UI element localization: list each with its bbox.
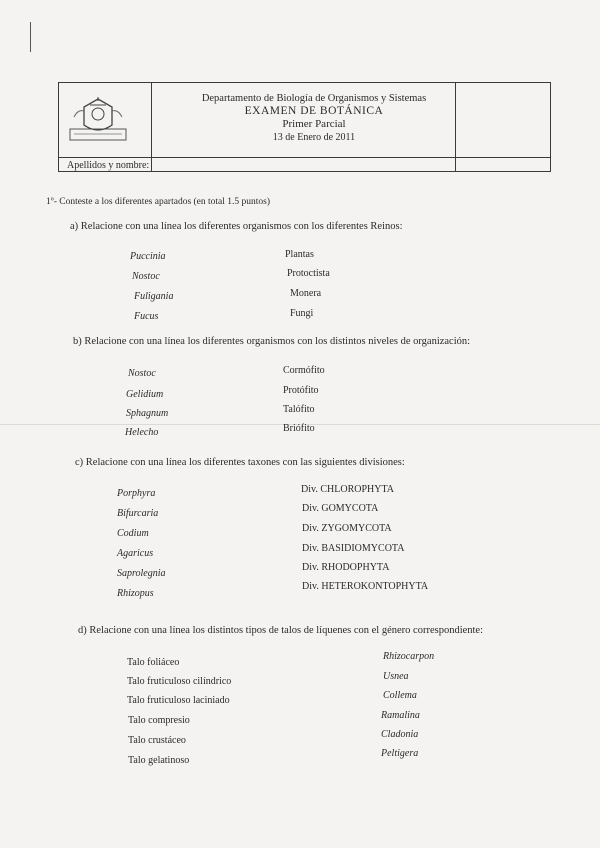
part-a-organism: Puccinia (130, 251, 166, 262)
part-c-taxon: Bifurcaria (117, 508, 159, 519)
part-c-division: Div. RHODOPHYTA (302, 562, 390, 573)
part-d-genus: Rhizocarpon (383, 651, 435, 662)
part-a-kingdom: Monera (290, 288, 322, 299)
exam-date: 13 de Enero de 2011 (272, 132, 356, 143)
exam-header (58, 82, 551, 172)
part-c-division: Div. BASIDIOMYCOTA (302, 543, 405, 554)
part-d-thallus-type: Talo gelatinoso (128, 755, 190, 766)
exam-title: EXAMEN DE BOTÁNICA (244, 105, 384, 117)
part-b-level: Talófito (283, 404, 315, 415)
part-c-division: Div. HETEROKONTOPHYTA (302, 581, 429, 592)
header-name-divider (59, 157, 550, 158)
part-b-organism: Nostoc (128, 368, 156, 379)
part-c-taxon: Porphyra (117, 488, 156, 499)
part-b-organism: Gelidium (126, 389, 164, 400)
part-d-genus: Usnea (383, 671, 409, 682)
part-a-kingdom: Protoctista (287, 268, 330, 279)
part-d-genus: Cladonia (381, 729, 419, 740)
part-d-thallus-type: Talo fruticuloso cilíndrico (127, 676, 232, 687)
part-b-instruction: b) Relacione con una línea los diferentes organismos con los distintos niveles de organización: (73, 336, 471, 347)
part-a-organism: Fucus (134, 311, 159, 322)
part-d-thallus-type: Talo compresio (128, 715, 190, 726)
part-d-genus: Peltigera (381, 748, 419, 759)
part-d-genus: Collema (383, 690, 417, 701)
header-text-block (169, 92, 459, 144)
name-field-label: Apellidos y nombre: (67, 160, 150, 171)
part-b-organism: Sphagnum (126, 408, 169, 419)
question-title: 1º- Conteste a los diferentes apartados (en total 1.5 puntos) (46, 197, 271, 207)
part-b-level: Briófito (283, 423, 315, 434)
part-d-genus: Ramalina (381, 710, 420, 721)
part-d-thallus-type: Talo foliáceo (127, 657, 180, 668)
part-d-thallus-type: Talo fruticuloso laciniado (127, 695, 230, 706)
part-c-taxon: Codium (117, 528, 149, 539)
part-c-taxon: Agaricus (117, 548, 154, 559)
part-a-kingdom: Fungi (290, 308, 314, 319)
part-c-division: Div. CHLOROPHYTA (301, 484, 394, 495)
part-a-organism: Nostoc (132, 271, 160, 282)
part-b-organism: Helecho (125, 427, 159, 438)
part-c-division: Div. GOMYCOTA (302, 503, 379, 514)
part-d-thallus-type: Talo crustáceo (128, 735, 186, 746)
part-c-division: Div. ZYGOMYCOTA (302, 523, 392, 534)
part-b-level: Cormófito (283, 365, 325, 376)
part-a-instruction: a) Relacione con una línea los diferentes organismos con los diferentes Reinos: (70, 221, 403, 232)
part-a-kingdom: Plantas (285, 249, 314, 260)
margin-pencil-mark (30, 22, 31, 52)
part-c-taxon: Saprolegnia (117, 568, 166, 579)
exam-partial: Primer Parcial (282, 118, 346, 130)
part-b-level: Protófito (283, 385, 319, 396)
part-d-instruction: d) Relacione con una línea los distintos tipos de talos de líquenes con el género correspondiente: (78, 625, 484, 636)
university-crest-icon (68, 95, 128, 143)
part-c-instruction: c) Relacione con una línea los diferentes taxones con las siguientes divisiones: (75, 457, 405, 468)
part-c-taxon: Rhizopus (117, 588, 154, 599)
department-name: Departamento de Biología de Organismos y Sistemas (201, 93, 427, 104)
part-a-organism: Fuligania (134, 291, 174, 302)
